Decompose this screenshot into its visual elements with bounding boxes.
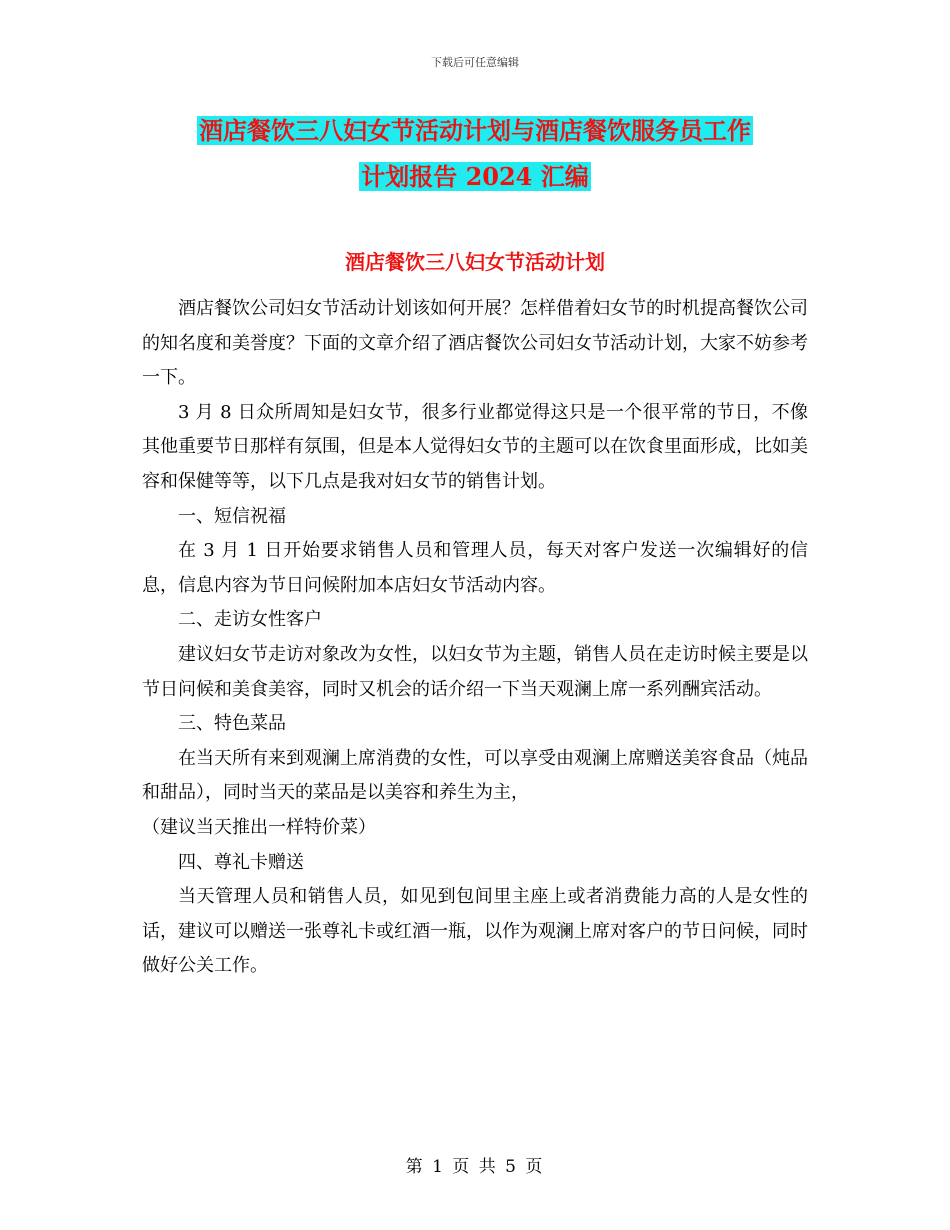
paragraph: 当天管理人员和销售人员，如见到包间里主座上或者消费能力高的人是女性的话，建议可以赠送一张尊礼卡或红酒一瓶，以作为观澜上席对客户的节日问候，同时做好公关工作。 bbox=[142, 886, 808, 977]
paragraph: 酒店餐饮公司妇女节活动计划该如何开展？怎样借着妇女节的时机提高餐饮公司的知名度和美誉度？下面的文章介绍了酒店餐饮公司妇女节活动计划，大家不妨参考一下。 bbox=[142, 298, 808, 389]
section-heading: 三、特色菜品 bbox=[178, 713, 286, 735]
title-line-2: 计划报告 2024 汇编 bbox=[361, 162, 589, 191]
paragraph: 3 月 8 日众所周知是妇女节，很多行业都觉得这只是一个很平常的节日，不像其他重要节日那样有氛围，但是本人觉得妇女节的主题可以在饮食里面形成，比如美容和保健等等，以下几点是我对妇女节的销售计划。 bbox=[142, 401, 808, 492]
document-body bbox=[142, 292, 808, 984]
document-title bbox=[140, 108, 810, 200]
page-footer: 第 1 页 共 5 页 bbox=[405, 1157, 545, 1177]
paragraph-note: （建议当天推出一样特价菜） bbox=[142, 816, 376, 838]
paragraph: 建议妇女节走访对象改为女性，以妇女节为主题，销售人员在走访时候主要是以节日问候和美食美容，同时又机会的话介绍一下当天观澜上席一系列酬宾活动。 bbox=[142, 643, 808, 700]
section-heading: 四、尊礼卡赠送 bbox=[178, 851, 304, 873]
section-title: 酒店餐饮三八妇女节活动计划 bbox=[345, 250, 605, 274]
page-header: 下载后可任意编辑 bbox=[431, 56, 519, 69]
section-heading: 一、短信祝福 bbox=[178, 505, 286, 527]
paragraph: 在 3 月 1 日开始要求销售人员和管理人员，每天对客户发送一次编辑好的信息，信息内容为节日问候附加本店妇女节活动内容。 bbox=[142, 540, 808, 596]
section-heading: 二、走访女性客户 bbox=[178, 609, 322, 631]
paragraph: 在当天所有来到观澜上席消费的女性，可以享受由观澜上席赠送美容食品（炖品和甜品），同时当天的菜品是以美容和养生为主， bbox=[142, 747, 808, 804]
title-line-1: 酒店餐饮三八妇女节活动计划与酒店餐饮服务员工作 bbox=[199, 116, 751, 145]
